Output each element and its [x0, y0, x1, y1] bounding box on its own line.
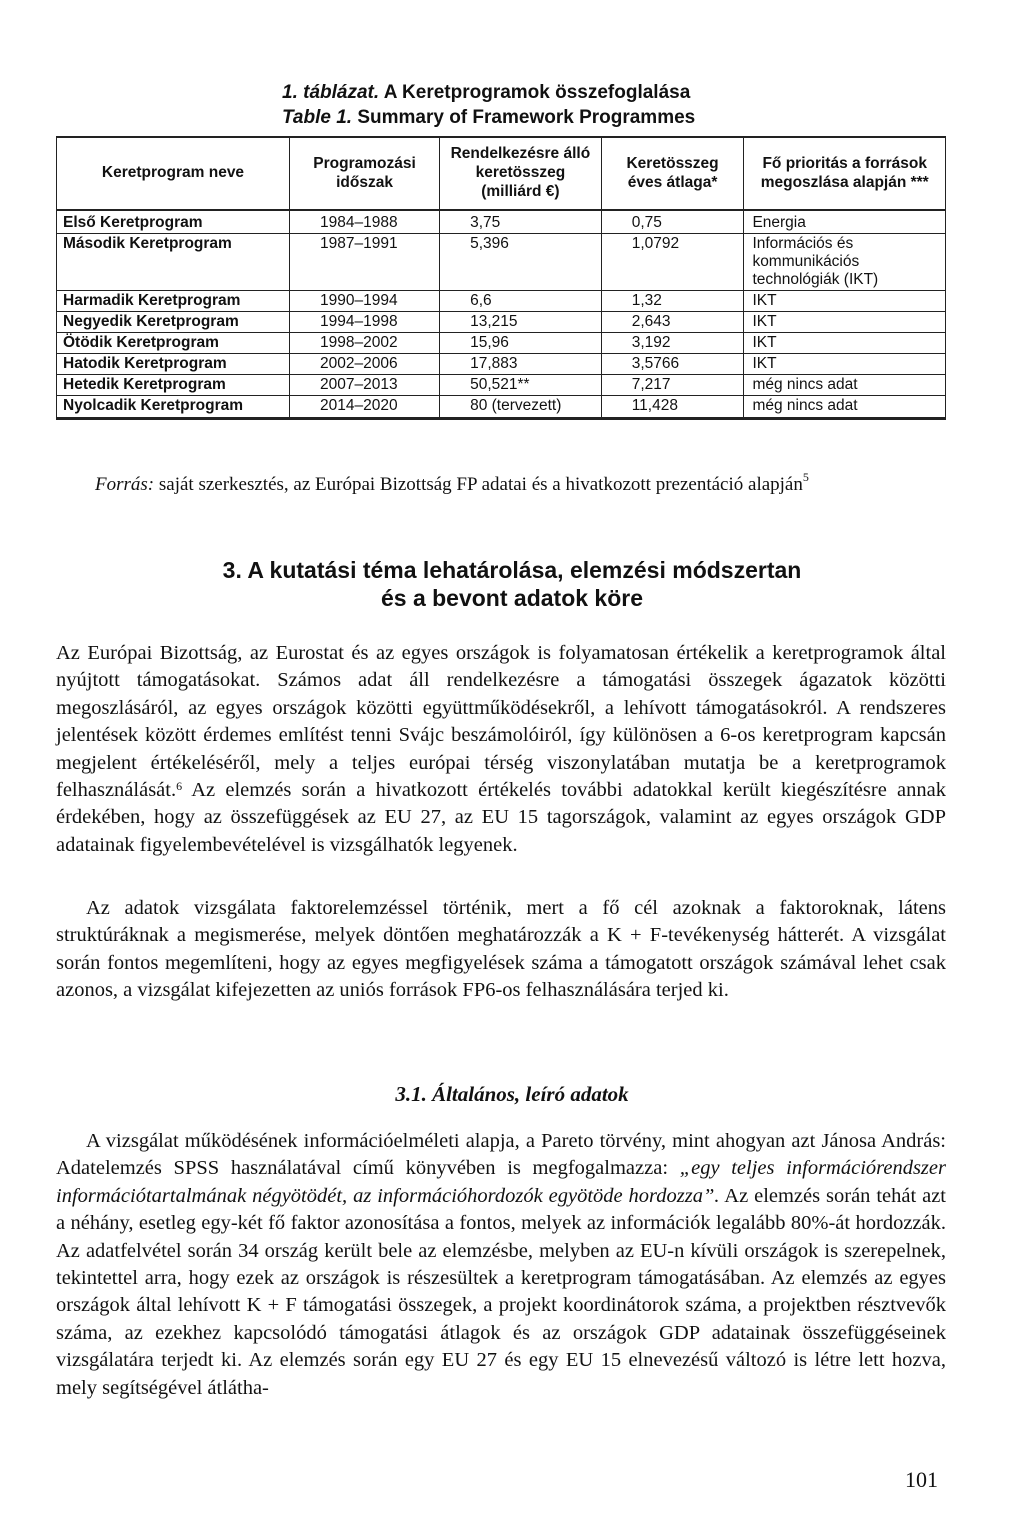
cell-priority: IKT [744, 312, 946, 333]
paragraph-text: A vizsgálat működésének információelméleti alapja, a Pareto törvény, mint ahogyan azt Jánosa András: Adatelemzés SPSS használatával című könyvében is megfogalmazza: [56, 1130, 946, 1180]
cell-name: Első Keretprogram [57, 210, 290, 234]
cell-average: 0,75 [601, 210, 744, 234]
cell-priority: IKT [744, 291, 946, 312]
cell-period: 1987–1991 [290, 234, 440, 291]
cell-priority: Energia [744, 210, 946, 234]
cell-average: 7,217 [601, 375, 744, 396]
caption-en-label: Table 1. [282, 107, 353, 128]
caption-en-text: Summary of Framework Programmes [352, 107, 696, 128]
cell-budget: 13,215 [440, 312, 602, 333]
header-priority: Fő prioritás a források megoszlása alapján *** [744, 137, 946, 210]
paragraph-text: Az adatok vizsgálata faktorelemzéssel történik, mert a fő cél azoknak a faktoroknak, látens struktúráknak a megismerése, melyek döntően meghatározzák a K + F-tevékenység hátterét. A vizsgálat során fontos megemlíteni, hogy az egyes megfigyelések száma a támogatott országok számával lehet csak azonos, a vizsgálat kifejezetten az uniós források FP6-os felhasználására terjed ki. [56, 897, 946, 1002]
cell-period: 2014–2020 [290, 396, 440, 419]
caption-hu [282, 80, 782, 105]
cell-period: 1998–2002 [290, 333, 440, 354]
framework-programmes-table [56, 136, 946, 420]
cell-priority: IKT [744, 333, 946, 354]
header-average: Keretösszeg éves átlaga* [601, 137, 744, 210]
table-row [57, 375, 946, 396]
cell-average: 2,643 [601, 312, 744, 333]
cell-period: 1984–1988 [290, 210, 440, 234]
cell-name: Harmadik Keretprogram [57, 291, 290, 312]
cell-budget: 50,521** [440, 375, 602, 396]
paragraph-text: Az elemzés során a hivatkozott értékelés további adatokkal került kiegészítésre annak érdekében, hogy az összefüggések az EU 27, az EU 15 tagországok, valamint az egyes országok GDP adatainak figyelembevételével is vizsgálhatók legyenek. [56, 779, 946, 856]
cell-period: 1990–1994 [290, 291, 440, 312]
cell-priority: még nincs adat [744, 396, 946, 419]
cell-name: Hetedik Keretprogram [57, 375, 290, 396]
table-row [57, 396, 946, 419]
header-period: Programozási időszak [290, 137, 440, 210]
section-heading [0, 556, 1024, 612]
cell-name: Nyolcadik Keretprogram [57, 396, 290, 419]
cell-period: 1994–1998 [290, 312, 440, 333]
paragraph [56, 640, 946, 859]
cell-budget: 3,75 [440, 210, 602, 234]
paragraph [56, 895, 946, 1005]
paragraph-text: Az elemzés során tehát azt a néhány, esetleg egy-két fő faktor azonosítása a fontos, melyek az információk legalább 80%-át hordozzák. Az adatfelvétel során 34 ország került bele az elemzésbe, melyben az EU-n kívüli országok is szerepelnek, tekintettel arra, hogy ezek az országok is részesültek a keretprogram támogatásában. Az elemzés az egyes országok által lehívott K + F támogatási összegek, a projekt koordinátorok száma, a projektben résztvevők száma, az ezekhez kapcsolódó támogatási átlagok és az országok GDP adatainak összefüggéseinek vizsgálatára terjedt ki. Az elemzés során egy EU 27 és egy EU 15 elnevezésű változó is létre lett hozva, mely segítségével átlátha- [56, 1184, 946, 1399]
table-header-row [57, 137, 946, 210]
cell-budget: 80 (tervezett) [440, 396, 602, 419]
header-name: Keretprogram neve [57, 137, 290, 210]
cell-priority: IKT [744, 354, 946, 375]
source-label: Forrás: [95, 474, 155, 495]
cell-name: Ötödik Keretprogram [57, 333, 290, 354]
paragraph [56, 1128, 946, 1402]
cell-period: 2002–2006 [290, 354, 440, 375]
table-caption [282, 80, 782, 130]
cell-name: Negyedik Keretprogram [57, 312, 290, 333]
table-row [57, 291, 946, 312]
caption-hu-label: 1. táblázat. [282, 82, 380, 103]
header-budget: Rendelkezésre álló keretösszeg (milliárd €) [440, 137, 602, 210]
table-row [57, 312, 946, 333]
table-source [95, 470, 809, 496]
cell-priority: még nincs adat [744, 375, 946, 396]
section-heading-line1: 3. A kutatási téma lehatárolása, elemzési módszertan [222, 557, 802, 583]
page-number: 101 [905, 1467, 938, 1492]
cell-average: 1,32 [601, 291, 744, 312]
cell-average: 1,0792 [601, 234, 744, 291]
caption-en [282, 105, 782, 130]
footnote-ref: 6 [176, 779, 183, 794]
cell-budget: 5,396 [440, 234, 602, 291]
caption-hu-text: A Keretprogramok összefoglalása [379, 82, 691, 103]
cell-budget: 17,883 [440, 354, 602, 375]
cell-average: 3,192 [601, 333, 744, 354]
table-row [57, 333, 946, 354]
cell-budget: 15,96 [440, 333, 602, 354]
source-text: saját szerkesztés, az Európai Bizottság FP adatai és a hivatkozott prezentáció alapján [154, 474, 803, 495]
table-row [57, 234, 946, 291]
cell-name: Hatodik Keretprogram [57, 354, 290, 375]
cell-average: 3,5766 [601, 354, 744, 375]
subsection-heading: 3.1. Általános, leíró adatok [395, 1082, 629, 1106]
cell-average: 11,428 [601, 396, 744, 419]
cell-period: 2007–2013 [290, 375, 440, 396]
table-row [57, 210, 946, 234]
quote: „egy teljes információrendszer információtartalmának négyötödét, az információhordozók egyötöde hordozza”. [56, 1157, 946, 1207]
footnote-ref: 5 [802, 470, 809, 484]
cell-priority: Információs és kommunikációs technológiák (IKT) [744, 234, 946, 291]
section-heading-line2: és a bevont adatok köre [380, 585, 644, 611]
cell-name: Második Keretprogram [57, 234, 290, 291]
table-row [57, 354, 946, 375]
paragraph-text: Az Európai Bizottság, az Eurostat és az egyes országok is folyamatosan értékelik a keretprogramok által nyújtott támogatásokat. Számos adat áll rendelkezésre a támogatási összegek ágazatok közötti megoszlásáról, az egyes országok közötti együttműködésekről, a lehívott támogatásokról. A rendszeres jelentések között érdemes említést tenni Svájc beszámolóiról, így különösen a 6-os keretprogram kapcsán megjelent értékeléséről, mely a teljes európai térség viszonylatában mutatja be a keretprogramok felhasználását. [56, 642, 946, 802]
cell-budget: 6,6 [440, 291, 602, 312]
